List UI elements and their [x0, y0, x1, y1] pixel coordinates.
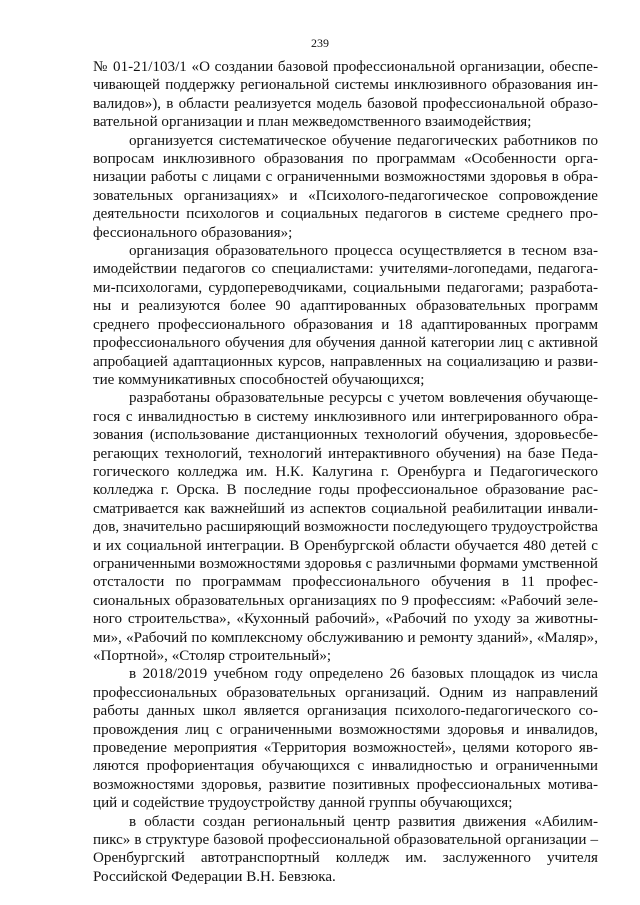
page-number: 239 — [311, 36, 329, 50]
paragraph-base-sites: в 2018/2019 учебном году определено 26 базовых площадок из числа профессиональных образовательных организаций. Одним из направлений работы данных школ является организация психолого-педагогического сопровождения лиц с ограниченными возможностями здоровья и инвалидов, проведение мероприятия «Территория возможностей», целями которого являются профориентация обучающихся с инвалидностью и ограниченными возможностями здоровья, развитие позитивных профессиональных мотиваций и содействие трудоустройству данной группы обучающихся; — [93, 666, 598, 812]
paragraph-educational-process: организация образовательного процесса осуществляется в тесном взаимодействии педагогов со специалистами: учителями-логопедами, педагогами-психологами, сурдопереводчиками, социальными педагогами; разработаны и реализуются более 90 адаптированных образовательных программ среднего профессионального образования и 18 адаптированных программ профессионального обучения для обучения данной категории лиц с активной апробацией адаптационных курсов, направленных на социализацию и развитие коммуникативных способностей обучающихся; — [93, 243, 598, 388]
paragraph-staff-training: организуется систематическое обучение педагогических работников по вопросам инклюзивного образования по программам «Особенности организации работы с лицами с ограниченными возможностями здоровья в образовательных организациях» и «Психолого-педагогическое сопровождение деятельности психологов и социальных педагогов в системе среднего профессионального образования»; — [93, 132, 598, 241]
paragraph-decree-reference: № 01-21/103/1 «О создании базовой профессиональной организации, обеспечивающей поддержку региональной системы инклюзивного образования инвалидов»), в области реализуется модель базовой профессиональной образовательной организации и план межведомственного взаимодействия; — [93, 59, 598, 131]
document-body — [93, 58, 598, 886]
paragraph-abilympics-center: в области создан региональный центр развития движения «Абилимпикс» в структуре базовой профессиональной образовательной организации – Оренбургский автотранспортный колледж им. заслуженного учителя Российской Федерации В.Н. Бевзюка. — [93, 813, 598, 885]
paragraph-educational-resources: разработаны образовательные ресурсы с учетом вовлечения обучающегося с инвалидностью в систему инклюзивного или интегрированного образования (использование дистанционных технологий обучения, здоровьесберегающих технологий, технологий интерактивного обучения) на базе Педагогического колледжа им. Н.К. Калугина г. Оренбурга и Педагогического колледжа г. Орска. В последние годы профессиональное образование рассматривается как важнейший из аспектов социальной реабилитации инвалидов, значительно расширяющий возможности последующего трудоустройства и их социальной интеграции. В Оренбургской области обучается 480 детей с ограниченными возможностями здоровья с различными формами умственной отсталости по программам профессионального обучения в 11 профессиональных образовательных организациях по 9 профессиям: «Рабочий зеленого строительства», «Кухонный рабочий», «Рабочий по уходу за животными», «Рабочий по комплексному обслуживанию и ремонту зданий», «Маляр», «Портной», «Столяр строительный»; — [93, 390, 598, 664]
